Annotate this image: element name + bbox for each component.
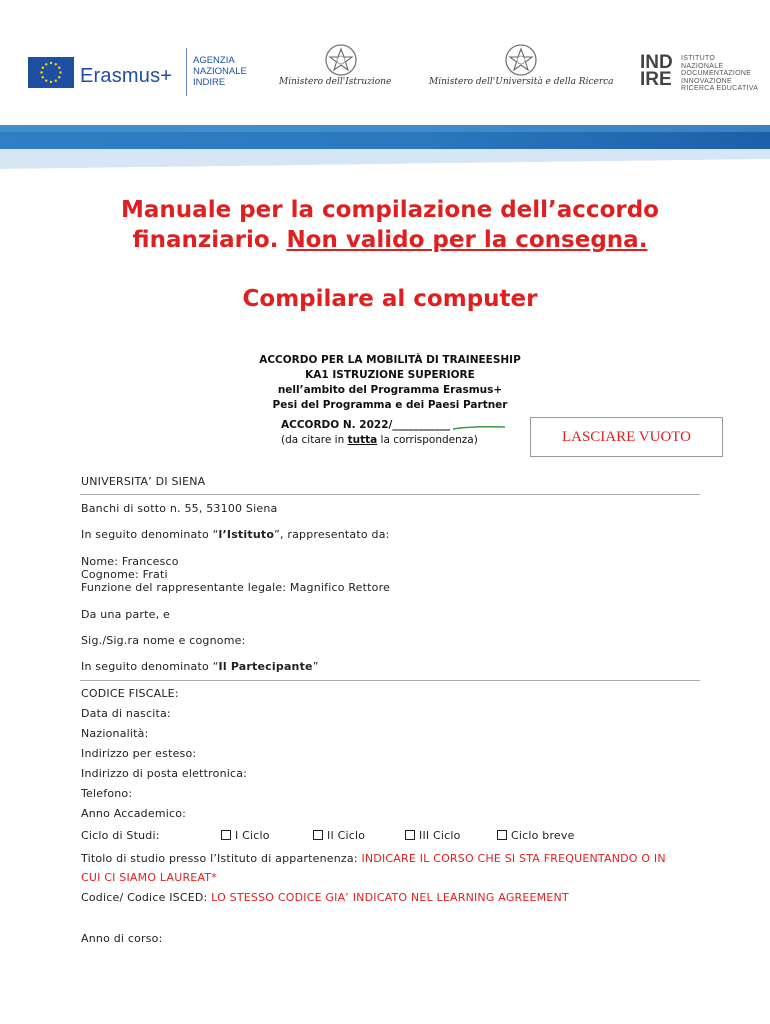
- eu-star-icon: [50, 81, 52, 83]
- page-title-line2: [40, 227, 740, 253]
- agenzia-line: INDIRE: [193, 77, 226, 88]
- anno-di-corso: Anno di corso:: [81, 932, 163, 945]
- indire-sub-line: ISTITUTO: [681, 55, 716, 62]
- eu-star-icon: [55, 80, 57, 82]
- page-subtitle: Compilare al computer: [242, 286, 538, 312]
- indire-sub-line: DOCUMENTAZIONE: [681, 70, 752, 77]
- agenzia-line: NAZIONALE: [193, 66, 247, 77]
- field-codice-fiscale: CODICE FISCALE:: [81, 687, 179, 700]
- checkbox-icon[interactable]: [497, 830, 507, 840]
- ciclo-option-3[interactable]: [405, 829, 461, 842]
- green-pen-stroke-icon: [452, 425, 506, 431]
- agenzia-nazionale-logo: [193, 55, 247, 88]
- denominato-bold: Il Partecipante: [218, 660, 313, 673]
- ciclo-option-label: III Ciclo: [419, 829, 461, 842]
- indire-sub-line: RICERCA EDUCATIVA: [681, 85, 759, 92]
- field-nazionalita: Nazionalità:: [81, 727, 149, 740]
- rep-nome: Nome: Francesco: [81, 555, 179, 568]
- titolo-label: Titolo di studio presso l’Istituto di appartenenza:: [81, 852, 362, 865]
- agreement-heading-line: Pesi del Programma e dei Paesi Partner: [272, 399, 508, 411]
- eu-star-icon: [58, 67, 60, 69]
- eu-stars-icon: [28, 57, 74, 88]
- page-title-line1: Manuale per la compilazione dell’accordo: [121, 197, 659, 223]
- field-email: Indirizzo di posta elettronica:: [81, 767, 248, 780]
- eu-star-icon: [50, 62, 52, 64]
- ciclo-option-label: II Ciclo: [327, 829, 366, 842]
- field-indirizzo: Indirizzo per esteso:: [81, 747, 197, 760]
- eu-star-icon: [42, 76, 44, 78]
- ciclo-label: Ciclo di Studi:: [81, 829, 160, 842]
- agreement-heading-line: KA1 ISTRUZIONE SUPERIORE: [305, 369, 475, 381]
- indire-mark-line: IND: [640, 52, 673, 73]
- represented-bold: l’Istituto: [218, 528, 275, 541]
- agenzia-line: AGENZIA: [193, 55, 235, 66]
- republic-emblem-icon: [323, 42, 359, 82]
- eu-star-icon: [42, 67, 44, 69]
- republic-emblem-icon: [503, 42, 539, 82]
- sig-nome-cognome: Sig./Sig.ra nome e cognome:: [81, 634, 246, 647]
- indire-sub-line: INNOVAZIONE: [681, 77, 733, 85]
- participant-denominato: [81, 660, 319, 673]
- ciclo-option-label: I Ciclo: [235, 829, 270, 842]
- titolo-instruction: INDICARE IL CORSO CHE SI STA FREQUENTANDO O IN: [361, 852, 666, 865]
- indire-mark-line: IRE: [640, 69, 672, 90]
- ciclo-option-4[interactable]: [497, 829, 575, 842]
- eu-star-icon: [45, 80, 47, 82]
- institution-address: Banchi di sotto n. 55, 53100 Siena: [81, 502, 278, 515]
- eu-star-icon: [59, 71, 61, 73]
- agreement-heading: [140, 353, 640, 413]
- rep-funzione: Funzione del rappresentante legale: Magnifico Rettore: [81, 581, 391, 594]
- titolo-instruction-cont: CUI CI SIAMO LAUREAT*: [81, 871, 217, 884]
- denominato-suffix: ”: [312, 660, 319, 673]
- title-line2-prefix: finanziario.: [132, 227, 287, 253]
- rep-cognome: Cognome: Frati: [81, 568, 168, 581]
- represented-suffix: ”, rappresentato da:: [274, 528, 390, 541]
- agreement-heading-line: nell’ambito del Programma Erasmus+: [277, 384, 503, 396]
- titolo-studio: [81, 852, 666, 865]
- divider: [80, 680, 700, 681]
- ciclo-option-2[interactable]: [313, 829, 365, 842]
- leave-empty-box: LASCIARE VUOTO: [530, 417, 723, 457]
- isced-instruction: LO STESSO CODICE GIA’ INDICATO NEL LEARNING AGREEMENT: [211, 891, 569, 904]
- indire-sub-line: NAZIONALE: [681, 62, 724, 70]
- agreement-number: ACCORDO N. 2022/___________: [281, 419, 451, 431]
- cite-bold: tutta: [347, 434, 378, 446]
- field-anno-accademico: Anno Accademico:: [81, 807, 187, 820]
- agreement-cite-note: [281, 434, 478, 446]
- eu-star-icon: [40, 71, 42, 73]
- checkbox-icon[interactable]: [405, 830, 415, 840]
- logo-divider: [186, 48, 187, 96]
- eu-star-icon: [45, 63, 47, 65]
- eu-star-icon: [55, 63, 57, 65]
- eu-flag-logo: [28, 57, 74, 88]
- checkbox-icon[interactable]: [221, 830, 231, 840]
- field-telefono: Telefono:: [81, 787, 133, 800]
- institution-name: UNIVERSITA’ DI SIENA: [81, 475, 206, 488]
- checkbox-icon[interactable]: [313, 830, 323, 840]
- codice-isced: [81, 891, 569, 904]
- decorative-blue-band: [0, 125, 770, 173]
- ministero-universita-text: Ministero dell'Università e della Ricerca: [429, 77, 614, 87]
- ministero-istruzione-text: Ministero dell'Istruzione: [279, 77, 392, 87]
- ciclo-option-label: Ciclo breve: [511, 829, 575, 842]
- cite-suffix: la corrispondenza): [377, 434, 478, 446]
- agreement-heading-line: ACCORDO PER LA MOBILITÀ DI TRAINEESHIP: [259, 354, 521, 366]
- ciclo-option-1[interactable]: [221, 829, 270, 842]
- indire-logo-mark: [640, 54, 673, 88]
- isced-label: Codice/ Codice ISCED:: [81, 891, 212, 904]
- represented-prefix: In seguito denominato “: [81, 528, 219, 541]
- institution-represented: [81, 528, 390, 541]
- da-una-parte: Da una parte, e: [81, 608, 170, 621]
- title-not-valid: Non valido per la consegna.: [286, 227, 648, 253]
- cite-prefix: (da citare in: [281, 434, 348, 446]
- divider: [80, 494, 700, 495]
- eu-star-icon: [58, 76, 60, 78]
- indire-logo-subtitle: [681, 55, 758, 93]
- denominato-prefix: In seguito denominato “: [81, 660, 219, 673]
- erasmus-logo-text: Erasmus+: [80, 65, 173, 87]
- field-data-nascita: Data di nascita:: [81, 707, 171, 720]
